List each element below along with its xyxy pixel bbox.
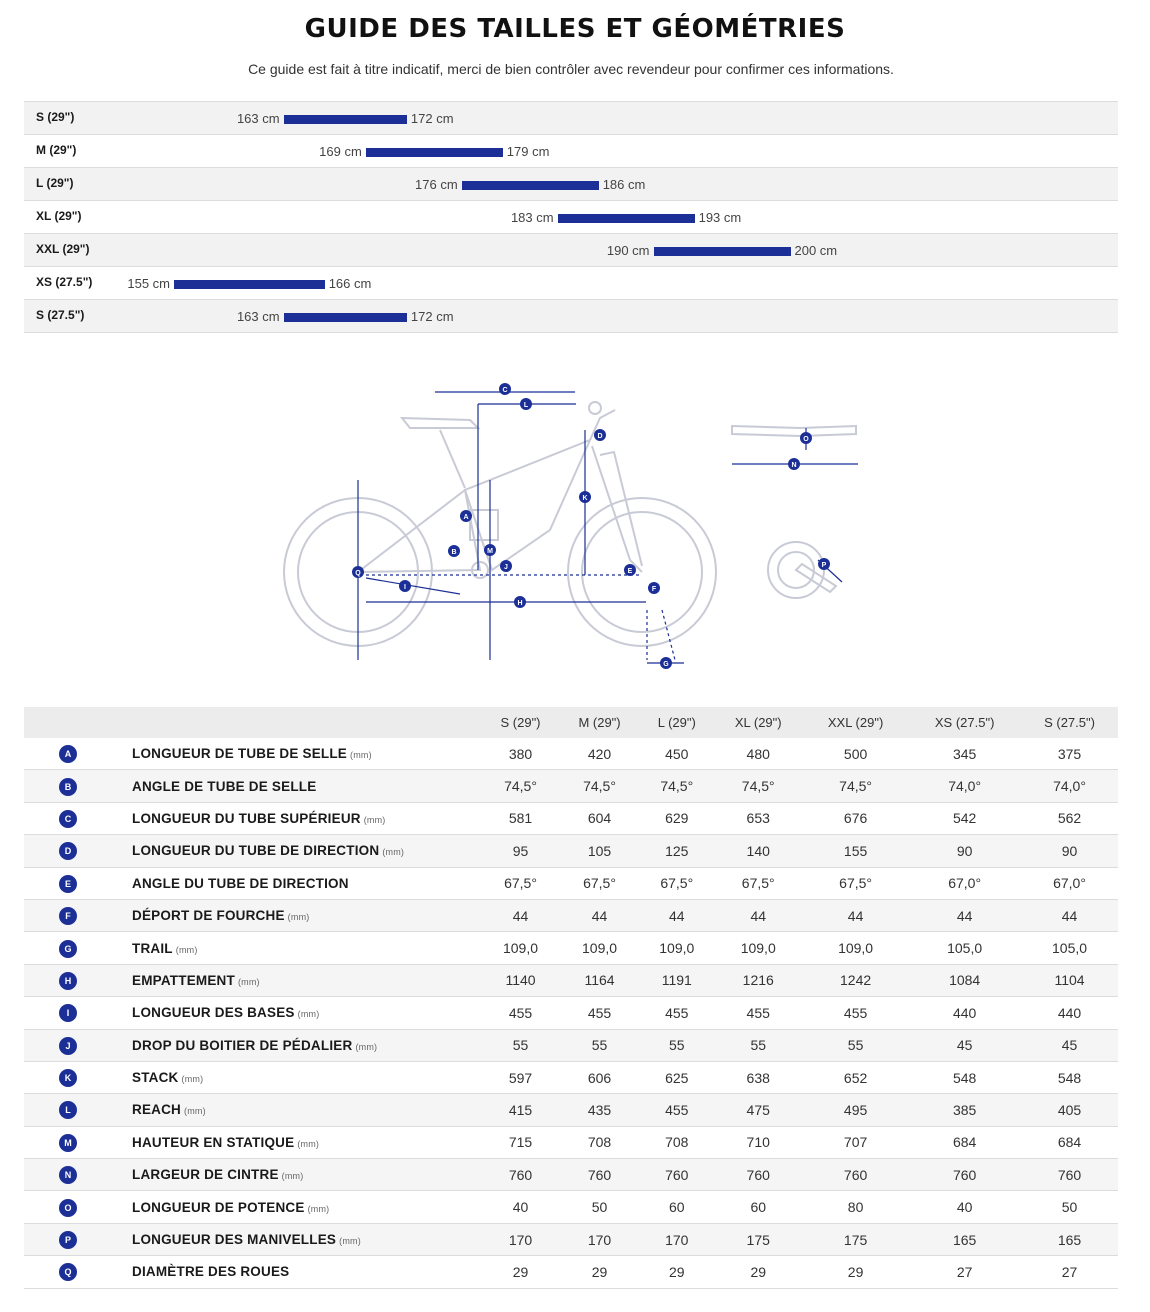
value-cell: 67,0° <box>1021 867 1118 899</box>
parameter-label: TRAIL <box>132 940 173 956</box>
value-cell: 455 <box>640 1094 714 1126</box>
geometry-row <box>24 1029 1118 1061</box>
value-cell: 105,0 <box>1021 932 1118 964</box>
diagram-badge-label: H <box>517 600 523 607</box>
value-cell: 455 <box>482 997 559 1029</box>
geometry-row <box>24 770 1118 802</box>
geometry-header-row <box>24 707 1118 738</box>
key-cell <box>24 835 132 867</box>
size-range-min: 183 cm <box>510 210 554 225</box>
key-cell <box>24 932 132 964</box>
size-range-bar <box>284 313 407 322</box>
value-cell: 562 <box>1021 802 1118 834</box>
value-cell: 440 <box>1021 997 1118 1029</box>
value-cell: 109,0 <box>803 932 908 964</box>
value-cell: 109,0 <box>714 932 803 964</box>
key-badge: K <box>59 1069 77 1087</box>
parameter-cell <box>132 997 482 1029</box>
value-cell: 67,5° <box>640 867 714 899</box>
value-cell: 67,5° <box>559 867 640 899</box>
key-badge: O <box>59 1199 77 1217</box>
parameter-unit: (mm) <box>297 1009 320 1020</box>
value-cell: 455 <box>803 997 908 1029</box>
header-size-0: S (29") <box>482 707 559 738</box>
diagram-badge-label: D <box>597 433 603 440</box>
key-cell <box>24 1029 132 1061</box>
key-cell <box>24 802 132 834</box>
value-cell: 55 <box>714 1029 803 1061</box>
size-row <box>24 266 1118 299</box>
value-cell: 638 <box>714 1061 803 1093</box>
diagram-badge-label: A <box>463 514 469 521</box>
value-cell: 109,0 <box>559 932 640 964</box>
value-cell: 1191 <box>640 964 714 996</box>
value-cell: 27 <box>1021 1256 1118 1288</box>
size-range-max: 172 cm <box>410 111 454 126</box>
parameter-cell <box>132 835 482 867</box>
key-cell <box>24 1223 132 1255</box>
header-size-1: M (29") <box>559 707 640 738</box>
geometry-row <box>24 997 1118 1029</box>
value-cell: 55 <box>482 1029 559 1061</box>
key-badge: F <box>59 907 77 925</box>
parameter-unit: (mm) <box>181 1074 204 1085</box>
size-label: XL (29") <box>36 209 82 223</box>
size-row <box>24 299 1118 333</box>
value-cell: 74,5° <box>714 770 803 802</box>
parameter-cell <box>132 1061 482 1093</box>
value-cell: 60 <box>640 1191 714 1223</box>
header-key <box>24 707 132 738</box>
value-cell: 760 <box>640 1159 714 1191</box>
value-cell: 60 <box>714 1191 803 1223</box>
size-range-min: 163 cm <box>236 309 280 324</box>
value-cell: 90 <box>908 835 1021 867</box>
value-cell: 542 <box>908 802 1021 834</box>
parameter-unit: (mm) <box>175 944 198 955</box>
value-cell: 684 <box>908 1126 1021 1158</box>
value-cell: 74,0° <box>1021 770 1118 802</box>
value-cell: 435 <box>559 1094 640 1126</box>
value-cell: 707 <box>803 1126 908 1158</box>
value-cell: 105 <box>559 835 640 867</box>
value-cell: 74,5° <box>482 770 559 802</box>
value-cell: 440 <box>908 997 1021 1029</box>
size-range-bar <box>462 181 599 190</box>
geometry-row <box>24 802 1118 834</box>
key-cell <box>24 1061 132 1093</box>
parameter-cell <box>132 1029 482 1061</box>
parameter-cell <box>132 1223 482 1255</box>
parameter-label: ANGLE DE TUBE DE SELLE <box>132 778 317 794</box>
size-label: L (29") <box>36 176 74 190</box>
value-cell: 480 <box>714 738 803 770</box>
value-cell: 548 <box>1021 1061 1118 1093</box>
key-badge: M <box>59 1134 77 1152</box>
parameter-cell <box>132 899 482 931</box>
header-size-5: XS (27.5") <box>908 707 1021 738</box>
geometry-row <box>24 835 1118 867</box>
size-row <box>24 134 1118 167</box>
key-badge: G <box>59 940 77 958</box>
value-cell: 29 <box>482 1256 559 1288</box>
size-range-max: 186 cm <box>602 177 646 192</box>
page-title: GUIDE DES TAILLES ET GÉOMÉTRIES <box>304 14 846 44</box>
value-cell: 760 <box>908 1159 1021 1191</box>
value-cell: 684 <box>1021 1126 1118 1158</box>
value-cell: 170 <box>482 1223 559 1255</box>
value-cell: 67,5° <box>803 867 908 899</box>
header-size-3: XL (29") <box>714 707 803 738</box>
value-cell: 44 <box>559 899 640 931</box>
value-cell: 74,5° <box>559 770 640 802</box>
key-cell <box>24 1159 132 1191</box>
parameter-label: LONGUEUR DU TUBE SUPÉRIEUR <box>132 810 361 826</box>
parameter-cell <box>132 738 482 770</box>
size-range-max: 166 cm <box>328 276 372 291</box>
diagram-badge-label: C <box>502 387 508 394</box>
key-badge: J <box>59 1037 77 1055</box>
parameter-label: DIAMÈTRE DES ROUES <box>132 1264 290 1280</box>
parameter-unit: (mm) <box>307 1203 330 1214</box>
value-cell: 80 <box>803 1191 908 1223</box>
value-cell: 385 <box>908 1094 1021 1126</box>
value-cell: 44 <box>640 899 714 931</box>
key-badge: L <box>59 1101 77 1119</box>
value-cell: 1140 <box>482 964 559 996</box>
size-label: XS (27.5") <box>36 275 93 289</box>
geometry-row <box>24 899 1118 931</box>
value-cell: 708 <box>640 1126 714 1158</box>
page-subtitle: Ce guide est fait à titre indicatif, merci de bien contrôler avec revendeur pour confirmer ces informations. <box>248 61 894 77</box>
value-cell: 67,5° <box>714 867 803 899</box>
bike-geometry-diagram <box>270 370 870 680</box>
parameter-unit: (mm) <box>184 1106 206 1117</box>
parameter-cell <box>132 932 482 964</box>
value-cell: 676 <box>803 802 908 834</box>
size-range-min: 190 cm <box>606 243 650 258</box>
geometry-row <box>24 867 1118 899</box>
parameter-label: HAUTEUR EN STATIQUE <box>132 1134 295 1150</box>
size-range-min: 176 cm <box>415 177 458 192</box>
geometry-row <box>24 1061 1118 1093</box>
value-cell: 1084 <box>908 964 1021 996</box>
value-cell: 175 <box>714 1223 803 1255</box>
parameter-unit: (mm) <box>339 1236 361 1247</box>
key-badge: Q <box>59 1263 77 1281</box>
size-range-max: 172 cm <box>410 309 454 324</box>
value-cell: 652 <box>803 1061 908 1093</box>
value-cell: 165 <box>1021 1223 1118 1255</box>
size-label: S (29") <box>36 110 75 124</box>
value-cell: 170 <box>640 1223 714 1255</box>
parameter-unit: (mm) <box>237 976 260 987</box>
value-cell: 420 <box>559 738 640 770</box>
size-row <box>24 233 1118 266</box>
value-cell: 74,0° <box>908 770 1021 802</box>
parameter-unit: (mm) <box>363 814 386 825</box>
diagram-badge-label: L <box>523 402 529 409</box>
parameter-unit: (mm) <box>355 1041 378 1052</box>
value-cell: 109,0 <box>482 932 559 964</box>
value-cell: 155 <box>803 835 908 867</box>
diagram-badge-label: F <box>651 586 657 593</box>
header-size-6: S (27.5") <box>1021 707 1118 738</box>
parameter-cell <box>132 1094 482 1126</box>
parameter-label: ANGLE DU TUBE DE DIRECTION <box>132 875 349 891</box>
parameter-cell <box>132 964 482 996</box>
parameter-cell <box>132 1256 482 1288</box>
geometry-row <box>24 964 1118 996</box>
value-cell: 455 <box>714 997 803 1029</box>
value-cell: 606 <box>559 1061 640 1093</box>
parameter-label: LONGUEUR DES MANIVELLES <box>132 1232 337 1248</box>
value-cell: 405 <box>1021 1094 1118 1126</box>
value-cell: 50 <box>1021 1191 1118 1223</box>
value-cell: 1164 <box>559 964 640 996</box>
value-cell: 44 <box>1021 899 1118 931</box>
diagram-badge-label: O <box>803 436 809 443</box>
value-cell: 760 <box>482 1159 559 1191</box>
value-cell: 708 <box>559 1126 640 1158</box>
value-cell: 604 <box>559 802 640 834</box>
parameter-unit: (mm) <box>297 1138 320 1149</box>
parameter-unit: (mm) <box>281 1171 304 1182</box>
value-cell: 175 <box>803 1223 908 1255</box>
value-cell: 581 <box>482 802 559 834</box>
value-cell: 27 <box>908 1256 1021 1288</box>
diagram-badge-label: E <box>627 568 633 575</box>
value-cell: 653 <box>714 802 803 834</box>
value-cell: 44 <box>482 899 559 931</box>
value-cell: 67,5° <box>482 867 559 899</box>
parameter-label: LARGEUR DE CINTRE <box>132 1167 279 1183</box>
value-cell: 140 <box>714 835 803 867</box>
parameter-cell <box>132 1191 482 1223</box>
diagram-badge-label: G <box>663 661 669 668</box>
value-cell: 105,0 <box>908 932 1021 964</box>
parameter-cell <box>132 802 482 834</box>
geometry-table <box>24 707 1118 1289</box>
key-badge: E <box>59 875 77 893</box>
value-cell: 345 <box>908 738 1021 770</box>
key-badge: B <box>59 778 77 796</box>
value-cell: 125 <box>640 835 714 867</box>
size-row <box>24 167 1118 200</box>
value-cell: 1242 <box>803 964 908 996</box>
diagram-badge-label: N <box>791 462 797 469</box>
value-cell: 29 <box>803 1256 908 1288</box>
key-badge: C <box>59 810 77 828</box>
size-range-min: 169 cm <box>319 144 362 159</box>
value-cell: 44 <box>803 899 908 931</box>
value-cell: 50 <box>559 1191 640 1223</box>
parameter-label: EMPATTEMENT <box>132 972 235 988</box>
value-cell: 629 <box>640 802 714 834</box>
value-cell: 500 <box>803 738 908 770</box>
header-size-4: XXL (29") <box>803 707 908 738</box>
key-badge: D <box>59 842 77 860</box>
parameter-label: LONGUEUR DE POTENCE <box>132 1199 305 1215</box>
parameter-cell <box>132 867 482 899</box>
value-cell: 90 <box>1021 835 1118 867</box>
value-cell: 715 <box>482 1126 559 1158</box>
value-cell: 45 <box>1021 1029 1118 1061</box>
value-cell: 74,5° <box>640 770 714 802</box>
key-cell <box>24 997 132 1029</box>
value-cell: 55 <box>559 1029 640 1061</box>
value-cell: 40 <box>908 1191 1021 1223</box>
geometry-row <box>24 1094 1118 1126</box>
parameter-label: STACK <box>132 1070 179 1086</box>
value-cell: 495 <box>803 1094 908 1126</box>
size-label: XXL (29") <box>36 242 90 256</box>
parameter-unit: (mm) <box>350 750 372 761</box>
key-cell <box>24 738 132 770</box>
value-cell: 45 <box>908 1029 1021 1061</box>
value-cell: 380 <box>482 738 559 770</box>
size-label: S (27.5") <box>36 308 85 322</box>
value-cell: 40 <box>482 1191 559 1223</box>
diagram-badge-label: M <box>487 548 493 555</box>
value-cell: 710 <box>714 1126 803 1158</box>
value-cell: 760 <box>1021 1159 1118 1191</box>
key-badge: N <box>59 1166 77 1184</box>
size-range-bar <box>284 115 407 124</box>
value-cell: 29 <box>714 1256 803 1288</box>
parameter-cell <box>132 1126 482 1158</box>
diagram-badge-label: P <box>821 562 827 569</box>
value-cell: 29 <box>559 1256 640 1288</box>
size-range-min: 163 cm <box>236 111 280 126</box>
parameter-label: REACH <box>132 1102 182 1118</box>
value-cell: 375 <box>1021 738 1118 770</box>
geometry-row <box>24 1223 1118 1255</box>
key-cell <box>24 770 132 802</box>
value-cell: 44 <box>714 899 803 931</box>
key-badge: I <box>59 1004 77 1022</box>
value-cell: 1216 <box>714 964 803 996</box>
diagram-badge-label: I <box>404 584 406 591</box>
key-cell <box>24 1094 132 1126</box>
value-cell: 67,0° <box>908 867 1021 899</box>
key-cell <box>24 1191 132 1223</box>
diagram-badge-label: K <box>582 495 588 502</box>
value-cell: 475 <box>714 1094 803 1126</box>
parameter-unit: (mm) <box>382 847 405 858</box>
geometry-row <box>24 1126 1118 1158</box>
parameter-label: LONGUEUR DU TUBE DE DIRECTION <box>132 843 380 859</box>
size-range-max: 179 cm <box>506 144 550 159</box>
geometry-row <box>24 1256 1118 1288</box>
value-cell: 455 <box>640 997 714 1029</box>
diagram-badge-label: B <box>451 549 457 556</box>
key-cell <box>24 899 132 931</box>
value-cell: 165 <box>908 1223 1021 1255</box>
value-cell: 597 <box>482 1061 559 1093</box>
header-parameter <box>132 707 482 738</box>
geometry-row <box>24 738 1118 770</box>
value-cell: 109,0 <box>640 932 714 964</box>
parameter-label: DÉPORT DE FOURCHE <box>132 908 285 924</box>
key-cell <box>24 867 132 899</box>
parameter-label: LONGUEUR DES BASES <box>132 1005 295 1021</box>
size-label: M (29") <box>36 143 77 157</box>
value-cell: 760 <box>559 1159 640 1191</box>
value-cell: 44 <box>908 899 1021 931</box>
size-range-bar <box>366 148 503 157</box>
key-cell <box>24 1126 132 1158</box>
size-row <box>24 101 1118 134</box>
key-badge: H <box>59 972 77 990</box>
value-cell: 548 <box>908 1061 1021 1093</box>
value-cell: 29 <box>640 1256 714 1288</box>
value-cell: 760 <box>803 1159 908 1191</box>
key-cell <box>24 964 132 996</box>
value-cell: 74,5° <box>803 770 908 802</box>
value-cell: 1104 <box>1021 964 1118 996</box>
size-range-max: 193 cm <box>698 210 742 225</box>
geometry-row <box>24 932 1118 964</box>
size-range-bar <box>174 280 325 289</box>
value-cell: 625 <box>640 1061 714 1093</box>
value-cell: 760 <box>714 1159 803 1191</box>
diagram-badge-label: Q <box>355 570 361 577</box>
size-range-max: 200 cm <box>794 243 838 258</box>
size-range-bar <box>558 214 695 223</box>
key-cell <box>24 1256 132 1288</box>
value-cell: 450 <box>640 738 714 770</box>
parameter-cell <box>132 770 482 802</box>
geometry-row <box>24 1159 1118 1191</box>
geometry-row <box>24 1191 1118 1223</box>
diagram-badge-label: J <box>504 564 508 571</box>
size-row <box>24 200 1118 233</box>
size-range-chart <box>24 101 1118 333</box>
header-size-2: L (29") <box>640 707 714 738</box>
value-cell: 455 <box>559 997 640 1029</box>
value-cell: 170 <box>559 1223 640 1255</box>
parameter-cell <box>132 1159 482 1191</box>
parameter-unit: (mm) <box>287 912 310 923</box>
key-badge: A <box>59 745 77 763</box>
parameter-label: DROP DU BOITIER DE PÉDALIER <box>132 1037 353 1053</box>
value-cell: 415 <box>482 1094 559 1126</box>
key-badge: P <box>59 1231 77 1249</box>
value-cell: 55 <box>640 1029 714 1061</box>
value-cell: 55 <box>803 1029 908 1061</box>
parameter-label: LONGUEUR DE TUBE DE SELLE <box>132 746 348 762</box>
value-cell: 95 <box>482 835 559 867</box>
size-range-min: 155 cm <box>127 276 170 291</box>
size-range-bar <box>654 247 791 256</box>
